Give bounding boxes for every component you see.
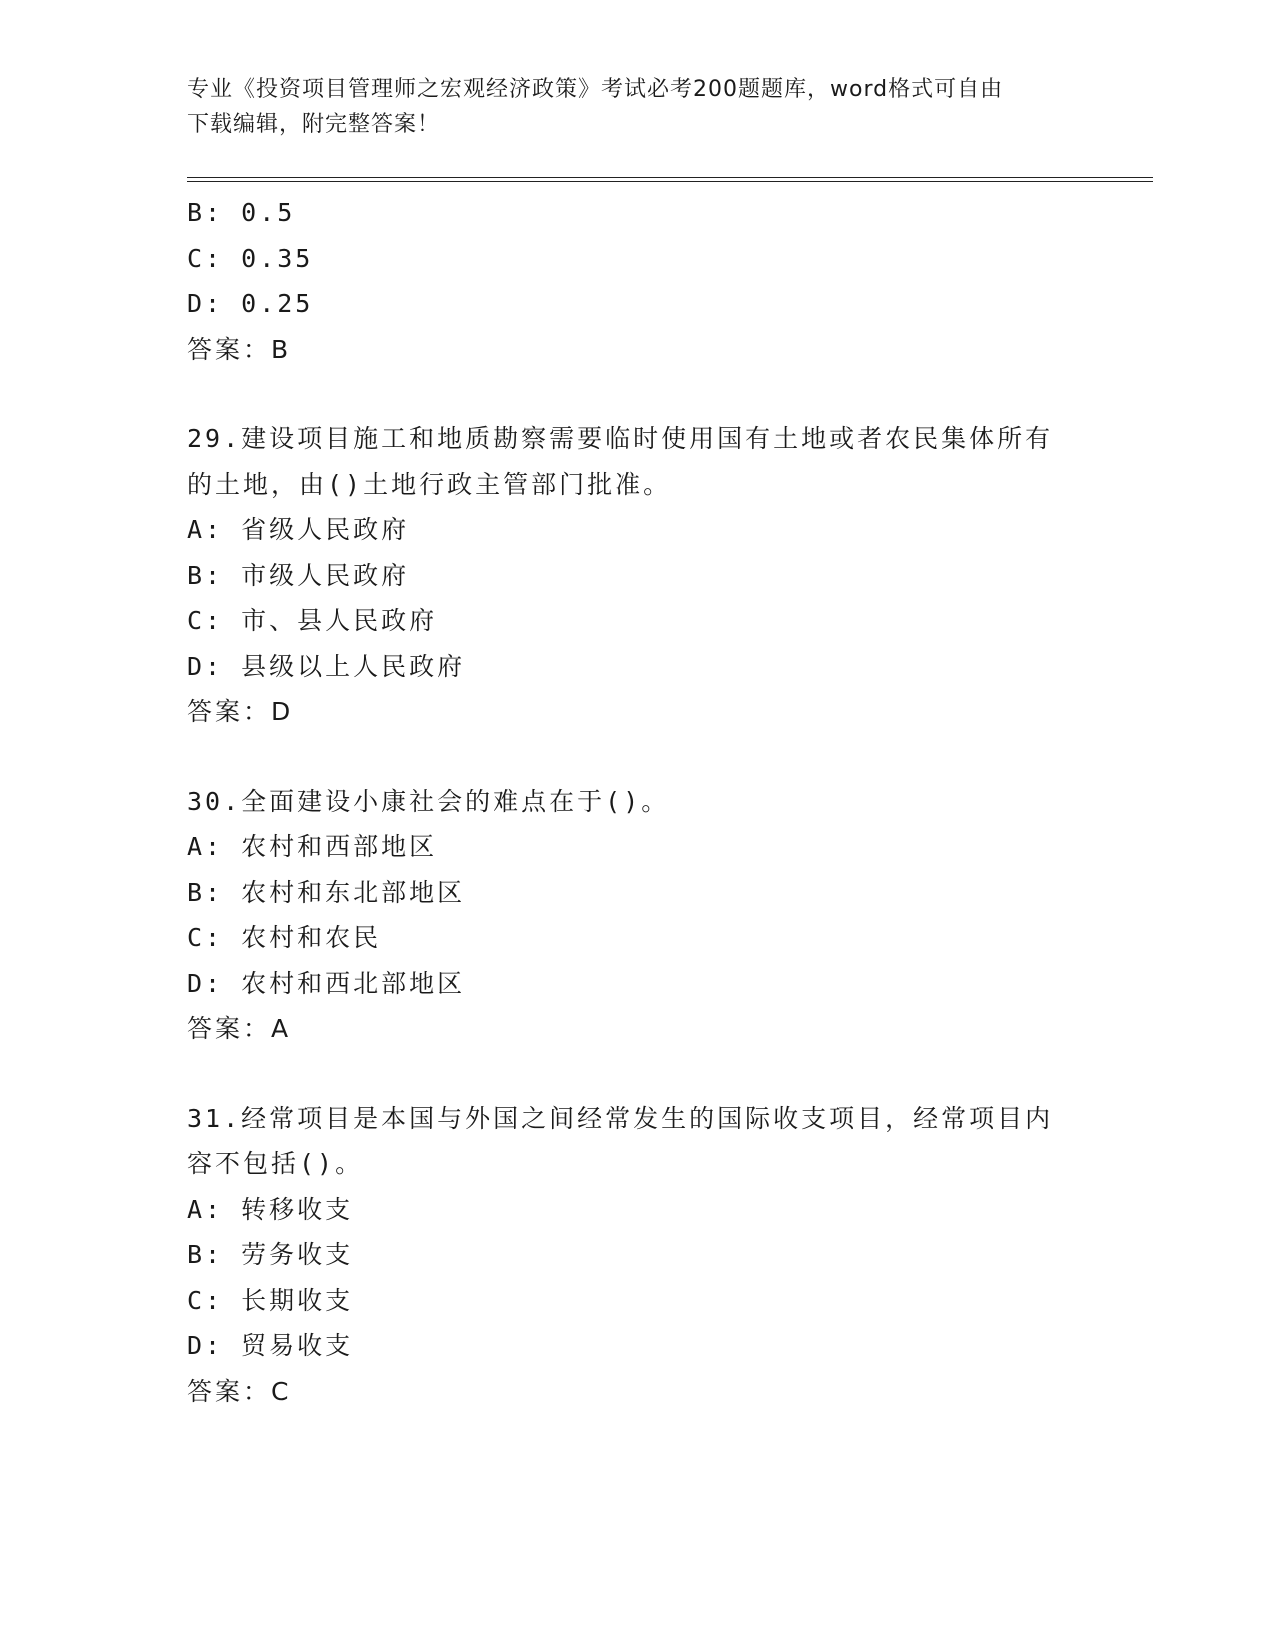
option-c: C: 长期收支 — [187, 1285, 354, 1315]
option-c: C: 农村和农民 — [187, 923, 382, 952]
option-d: D: 0.25 — [187, 289, 314, 318]
option-d: D: 农村和西北部地区 — [187, 968, 466, 998]
header-divider — [187, 177, 1153, 182]
question-stem-line: 31.经常项目是本国与外国之间经常发生的国际收支项目，经常项目内 — [187, 1103, 1054, 1133]
question-31 — [187, 1096, 1087, 1415]
answer: 答案：B — [187, 334, 292, 364]
question-30 — [187, 779, 1087, 1052]
option-b: B: 市级人民政府 — [187, 560, 410, 590]
question-stem-line: 29.建设项目施工和地质勘察需要临时使用国有土地或者农民集体所有 — [187, 424, 1054, 453]
option-a: A: 农村和西部地区 — [187, 832, 438, 861]
answer: 答案：C — [187, 1376, 292, 1406]
option-b: B: 农村和东北部地区 — [187, 877, 466, 907]
option-b: B: 0.5 — [187, 198, 296, 227]
document-header — [187, 72, 1087, 142]
question-list — [187, 190, 1087, 1414]
question-stem-line: 容不包括()。 — [187, 1149, 364, 1178]
header-line-2: 下载编辑，附完整答案！ — [187, 112, 441, 137]
question-29 — [187, 416, 1087, 735]
answer: 答案：D — [187, 697, 294, 726]
option-d: D: 贸易收支 — [187, 1331, 354, 1360]
question-stem-line: 的土地，由()土地行政主管部门批准。 — [187, 469, 672, 499]
option-c: C: 市、县人民政府 — [187, 606, 438, 635]
option-c: C: 0.35 — [187, 243, 314, 273]
option-d: D: 县级以上人民政府 — [187, 651, 466, 681]
header-line-1: 专业《投资项目管理师之宏观经济政策》考试必考200题题库，word格式可自由 — [187, 77, 1004, 102]
answer: 答案：A — [187, 1014, 292, 1043]
previous-question-tail — [187, 190, 1087, 372]
option-a: A: 省级人民政府 — [187, 515, 410, 544]
option-a: A: 转移收支 — [187, 1194, 354, 1224]
option-b: B: 劳务收支 — [187, 1240, 354, 1269]
question-stem-line: 30.全面建设小康社会的难点在于()。 — [187, 786, 670, 816]
